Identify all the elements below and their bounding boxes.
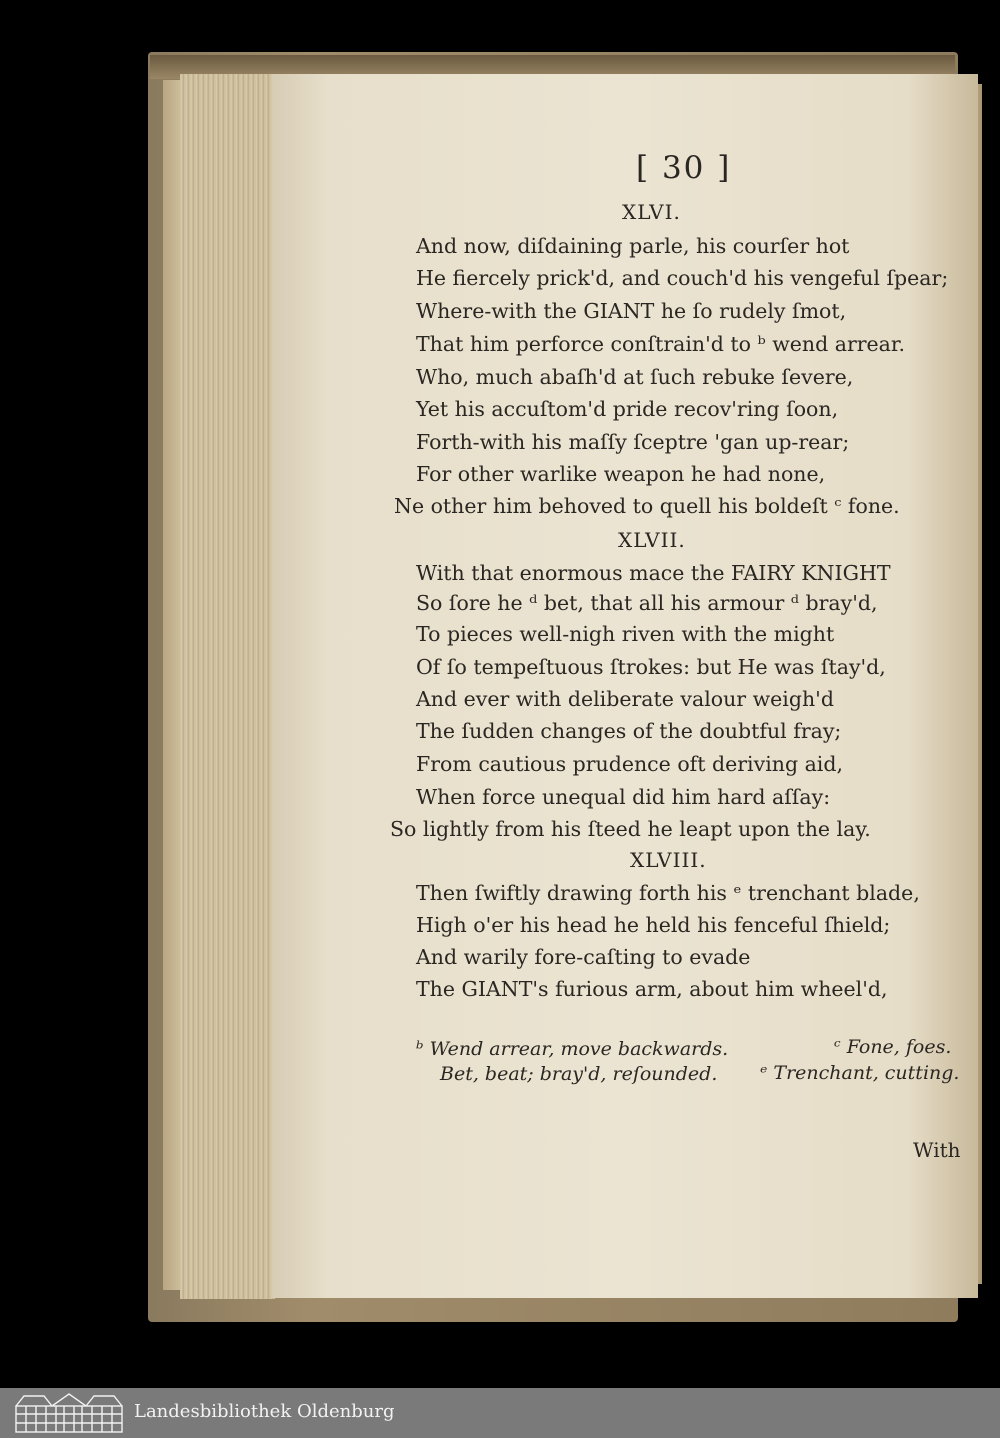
verse-line: And now, diſdaining parle, his courſer hot: [416, 234, 850, 258]
verse-line: When force unequal did him hard aſſay:: [416, 785, 831, 809]
footnote: ᶜ Fone, foes.: [834, 1036, 952, 1058]
stanza-number: XLVI.: [622, 200, 681, 224]
library-building-icon: [14, 1392, 124, 1434]
verse-line: High o'er his head he held his fenceful ſhield;: [416, 913, 891, 937]
footer-bar: [0, 1388, 1000, 1438]
verse-line: He fiercely prick'd, and couch'd his vengeful ſpear;: [416, 266, 949, 290]
verse-line: Yet his accuſtom'd pride recov'ring ſoon,: [416, 397, 839, 421]
verse-line: And ever with deliberate valour weigh'd: [416, 687, 834, 711]
stanza-number: XLVIII.: [630, 848, 707, 872]
verse-line: From cautious prudence oft deriving aid,: [416, 752, 844, 776]
verse-line: With that enormous mace the FAIRY KNIGHT: [416, 561, 891, 585]
verse-line: That him perforce conſtrain'd to ᵇ wend arrear.: [416, 332, 905, 356]
verse-line: The ſudden changes of the doubtful fray;: [416, 719, 842, 743]
page-edges: [180, 74, 275, 1299]
verse-line: And warily fore-caſting to evade: [416, 945, 751, 969]
verse-line: Forth-with his maſſy ſceptre 'gan up-rear;: [416, 430, 850, 454]
verse-line: Where-with the GIANT he ſo rudely ſmot,: [416, 299, 847, 323]
footnote: Bet, beat; bray'd, reſounded.: [440, 1063, 718, 1085]
footnote: ᵉ Trenchant, cutting.: [760, 1062, 960, 1084]
verse-line: So lightly from his ſteed he leapt upon the lay.: [390, 817, 871, 841]
verse-line: Then ſwiftly drawing forth his ᵉ trenchant blade,: [416, 881, 920, 905]
verse-line: Who, much abaſh'd at ſuch rebuke ſevere,: [416, 365, 854, 389]
verse-line: So ſore he ᵈ bet, that all his armour ᵈ bray'd,: [416, 591, 878, 615]
page-number: [ 30 ]: [636, 150, 732, 186]
footnote: ᵇ Wend arrear, move backwards.: [416, 1038, 729, 1060]
verse-line: Of ſo tempeſtuous ſtrokes: but He was ſtay'd,: [416, 655, 886, 679]
verse-line: The GIANT's furious arm, about him wheel'd,: [416, 977, 888, 1001]
verse-line: Ne other him behoved to quell his boldeſt ᶜ fone.: [394, 494, 900, 518]
verse-line: To pieces well-nigh riven with the might: [416, 622, 835, 646]
stanza-number: XLVII.: [618, 528, 686, 552]
institution-name: Landesbibliothek Oldenburg: [134, 1401, 395, 1422]
catchword: With: [913, 1138, 961, 1162]
verse-line: For other warlike weapon he had none,: [416, 462, 826, 486]
